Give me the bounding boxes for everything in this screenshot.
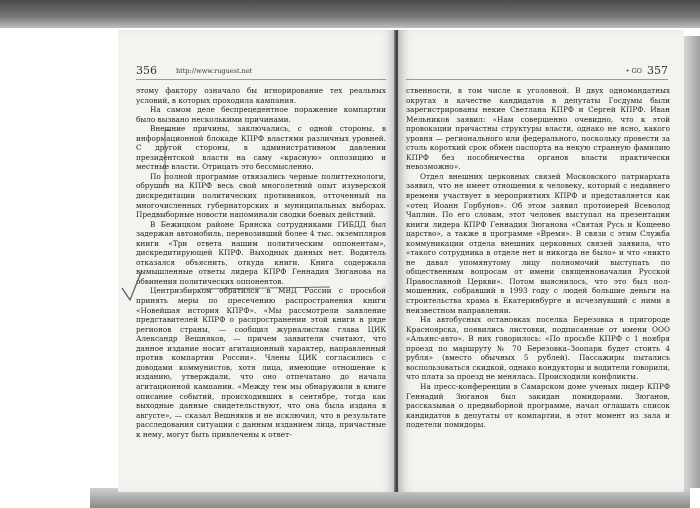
left-page	[118, 30, 396, 492]
paragraph: этому фактору означало бы игнорирование тех реальных условий, в которых проходила кампания.	[136, 86, 386, 105]
right-page	[398, 30, 684, 492]
left-page-header	[136, 66, 386, 80]
right-header-url: • GO	[625, 67, 642, 75]
paragraph: По полной программе отвязались черные политтехнологи, обрушив на КПРФ весь свой многолетний опыт изуверской дискредитации политических противников, отточенный на многочисленных губернаторских и муниципальных выборах. Предвыборные новости напоминали сводки боевых действий.	[136, 171, 386, 220]
left-page-body	[136, 86, 386, 439]
book-fore-edge	[684, 36, 700, 488]
left-header-url: http://www.ruguest.net	[176, 67, 253, 75]
paragraph: Центризбирком обратился в МВД России с просьбой принять меры по пресечению распространения книги «Новейшая история КПРФ». «Мы рассмотрели заявление представителей КПРФ о распространении этой книги в ряде регионов страны, — сообщил журналистам глава ЦИК Александр Вешняков, — причем заявители считают, что данное издание носит агитационный характер, направленный против компартии России». Члены ЦИК согласились с доводами коммунистов, хотя лица, имеющие отношение к изданию, утверждали, что оно отпечатано до начала агитационной кампании. «Между тем мы обнаружили в книге описание событий, происходивших в сентябре, тогда как выходные данные свидетельствуют, что она была издана в августе», — сказал Вешняков и не исключил, что в результате расследования ситуации с данным изданием лица, причастные к нему, могут быть привлечены к ответ-	[136, 286, 386, 439]
paragraph: ственности, в том числе к уголовной. В двух одномандатных округах в качестве кандидатов в депутаты Госдумы были зарегистрированы некие Светлана КПРФ и Сергей КПРФ. Иван Мельников заявил: «Нам совершенно очевидно, что к этой провокации причастны структуры власти, однако не ясно, какого уровня — регионального или федерального, поскольку провести за столь короткий срок обмен паспорта на некую странную фамилию КПРФ без пособничества органов власти практически невозможно».	[406, 86, 670, 172]
paragraph: В Бежицком районе Брянска сотрудниками ГИБДД был задержан автомобиль, перевозивший более 4 тыс. экземпляров книги «Три ответа нашим политическим оппонентам», дискредитирующей КПРФ. Выходных данных нет. Водитель отказался объяснить, откуда книги. Книга содержала вымышленные ответы лидера КПРФ Геннадия Зюганова на обвинения политических оппонентов.	[136, 219, 386, 286]
paragraph: На самом деле беспрецедентное поражение компартии было вызвано несколькими причинами.	[136, 105, 386, 124]
left-page-number: 356	[136, 64, 157, 77]
paragraph: Отдел внешних церковных связей Московского патриархата заявил, что не имеет отношения к человеку, который с недавнего времени участвует в мероприятиях КПРФ и представляется как «отец Иоанн Горбунов». Об этом заявил протоиерей Всеволод Чаплин. По его словам, этот человек выступал на презентации книги лидера КПРФ Геннадия Зюганова «Святая Русь и Кощеево царство», а также в программе «Время». В связи с этим Служба коммуникации отдела внешних церковных связей заявила, что «такого сотрудника в отделе нет и никогда не было» и что «никто не давал упомянутому лицу полномочий выступать по общественным вопросам от имени священноначалия Русской Православной Церкви». Потом выяснилось, что это был пол-мошенник, собравший в 1993 году с людей большие деньги на строительства храма в Екатеринбурге и исчезнувший с ними в неизвестном направлении.	[406, 171, 670, 315]
right-page-header	[406, 66, 668, 80]
paragraph: Внешние причины, заключались, с одной стороны, в информационной блокаде КПРФ властями различных уровней. С другой стороны, в административном давлении президентской власти на саму «красную» оппозицию и местные власти. Отрицать это бессмысленно.	[136, 124, 386, 172]
paragraph: На автобусных остановках поселка Березовка в пригороде Красноярска, появились листовки, подписанные от имени ООО «Альянс-авто». В них говорилось: «По просьбе КПРФ с 1 ноября проезд по маршруту № 70 Березовка–Зоопарк будет стоить 4 рубля» (вместо обычных 5 рублей). Пассажиры пытались воспользоваться скидкой, однако кондукторы и водители говорили, что плата за проезд не менялась. Происходили конфликты.	[406, 315, 670, 382]
right-page-body	[406, 86, 670, 430]
paragraph: На пресс-конференции в Самарском доме ученых лидер КПРФ Геннадий Зюганов был закидан помидорами. Зюганов, рассказывая о предвыборной программе, начал оглашать список кандидатов в депутаты от компартии, в этот момент из зала и подетели помидоры.	[406, 381, 670, 430]
right-page-number: 357	[647, 64, 668, 77]
scanner-top-edge	[0, 0, 700, 28]
